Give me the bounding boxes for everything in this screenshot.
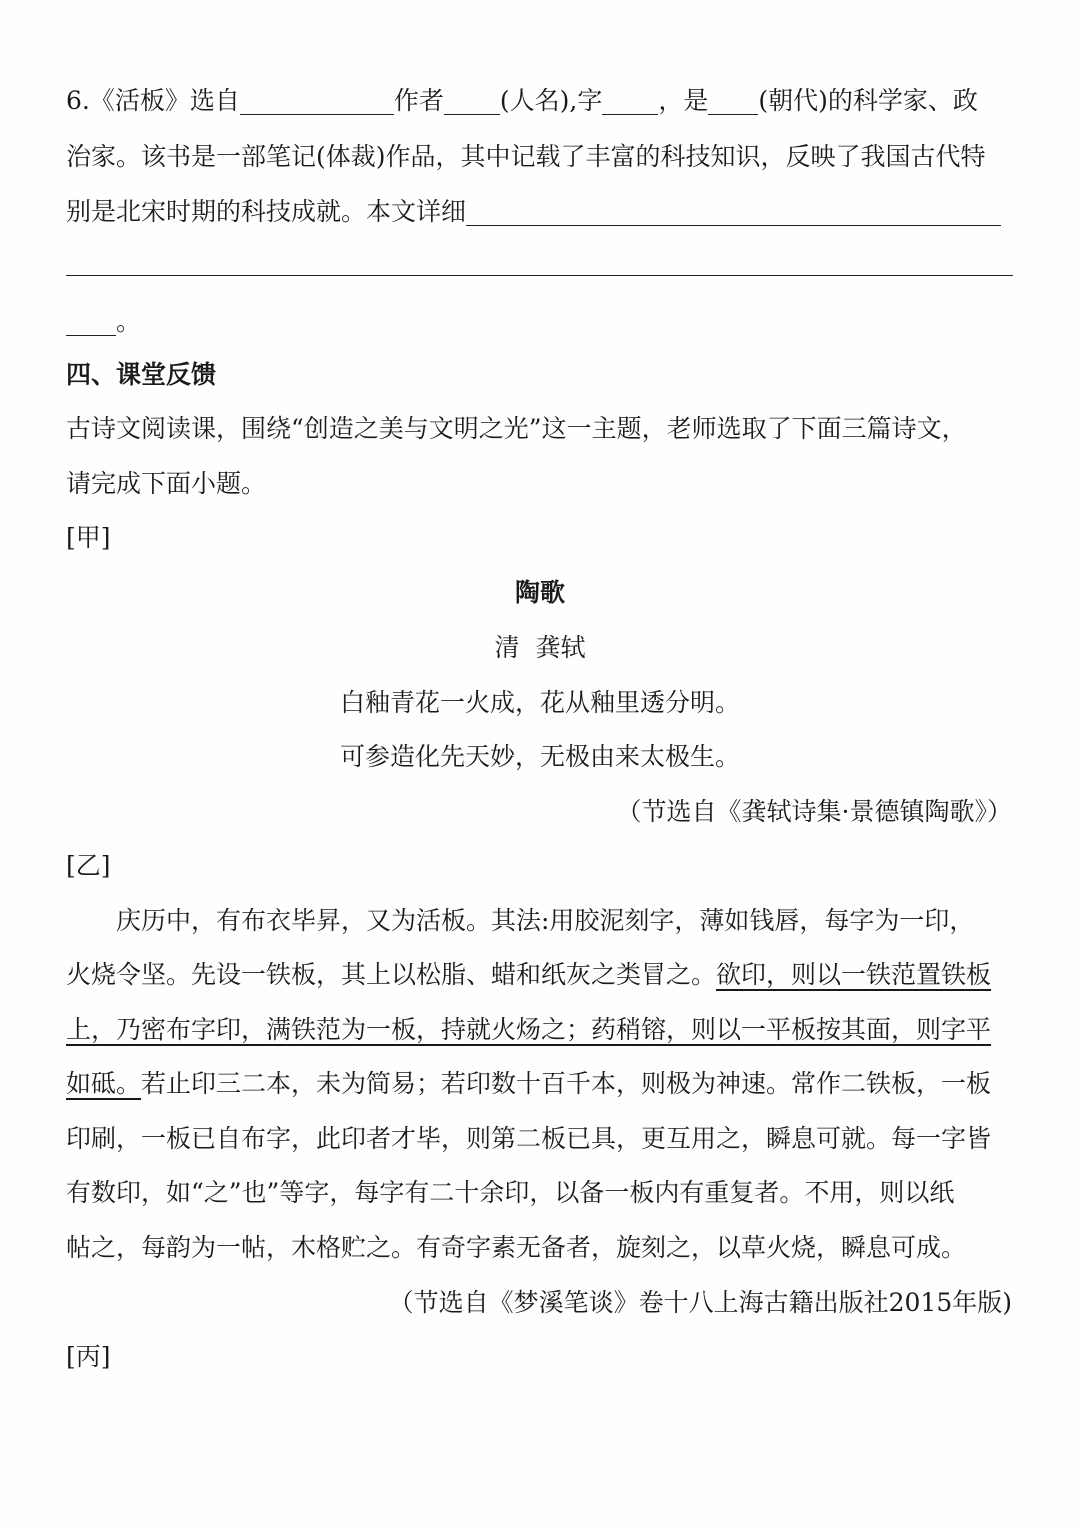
bing-label: [丙] [66,1342,111,1371]
jia-poem-author: 清 龚轼 [494,633,586,662]
section4-heading: 四、课堂反馈 [66,360,217,389]
yi-line-4-underlined: 如砥。 [66,1069,142,1098]
jia-poem-title: 陶歌 [514,578,565,607]
q6-text-4: ，是 [658,86,709,115]
q6-line3 [66,195,1001,229]
q6-line2: 治家。该书是一部笔记(体裁)作品，其中记载了丰富的科技知识，反映了我国古代特 [66,142,986,171]
yi-line-3-underlined: 上，乃密布字印，满铁范为一板，持就火炀之；药稍镕，则以一平板按其面，则字平 [66,1015,992,1044]
jia-verse-2: 可参造化先天妙，无极由来太极生。 [339,742,740,771]
jia-source: （节选自《龚轼诗集·景德镇陶歌》） [616,797,1012,826]
yi-line-7: 帖之，每韵为一帖，木格贮之。有奇字素无备者，旋刻之，以草火烧，瞬息可成。 [66,1233,967,1262]
q6-answer-rule[interactable] [66,275,1013,276]
q6-text-2: 作者 [393,86,444,115]
q6-end-punct: 。 [116,307,142,336]
yi-label: [乙] [66,851,111,880]
q6-text-1: 6.《活板》选自 [66,86,240,115]
yi-line-2 [66,958,991,992]
q6-blank-book[interactable] [240,88,394,115]
section4-intro-1: 古诗文阅读课，围绕“创造之美与文明之光”这一主题，老师选取了下面三篇诗文， [66,414,967,443]
yi-line-6: 有数印，如“之”也”等字，每字有二十余印，以备一板内有重复者。不用，则以纸 [66,1178,955,1207]
q6-line1 [66,84,978,118]
yi-line-1: 庆历中，有布衣毕昇，又为活板。其法:用胶泥刻字，薄如钱唇，每字为一印， [116,906,975,935]
q6-blank-detail[interactable] [466,199,1001,226]
q6-line5 [66,305,141,339]
yi-line-2-underlined: 欲印，则以一铁范置铁板 [716,960,992,989]
q6-blank-detail-end[interactable] [66,309,116,336]
yi-line-4-plain: 若止印三二本，未为简易；若印数十百千本，则极为神速。常作二铁板，一板 [141,1069,992,1098]
jia-verse-1: 白釉青花一火成，花从釉里透分明。 [339,688,740,717]
q6-line3-text: 别是北宋时期的科技成就。本文详细 [66,197,467,226]
q6-blank-courtesy-name[interactable] [602,88,658,115]
q6-blank-author[interactable] [444,88,500,115]
section4-intro-2: 请完成下面小题。 [66,469,267,498]
jia-label: [甲] [66,523,111,552]
q6-text-5: (朝代)的科学家、政 [758,86,978,115]
yi-line-2-plain: 火烧令坚。先设一铁板，其上以松脂、蜡和纸灰之类冒之。 [66,960,717,989]
q6-blank-dynasty[interactable] [708,88,758,115]
q6-text-3: (人名),字 [499,86,603,115]
yi-source: （节选自《梦溪笔谈》卷十八上海古籍出版社2015年版) [388,1288,1012,1317]
yi-line-4 [66,1067,991,1101]
yi-line-3 [66,1013,991,1047]
yi-line-5: 印刷，一板已自布字，此印者才毕，则第二板已具，更互用之，瞬息可就。每一字皆 [66,1124,992,1153]
